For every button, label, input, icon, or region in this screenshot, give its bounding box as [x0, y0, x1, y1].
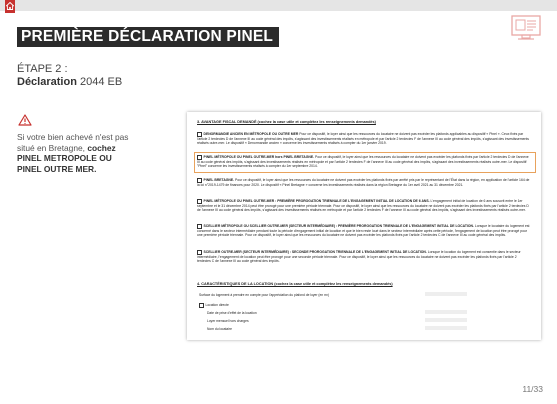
option-title: DENORMANDIE ANCIEN EN MÉTROPOLE OU OUTRE MER [203, 132, 299, 137]
section-3-title: 3. AVANTAGE FISCAL DEMANDÉ (cochez la case utile et complétez les renseignements demandés) [197, 120, 376, 124]
option-title: PINEL MÉTROPOLE OU PINEL OUTRE-MER : PREMIÈRE PROROGATION TRIENNALE DE L'ENGAGEMENT INITIAL DE LOCATION DE 6 ANS. [203, 199, 430, 204]
option-title: PINEL MÉTROPOLE OU PINEL OUTRE-MER hors PINEL BRETAGNE. [203, 155, 315, 160]
option-title: SCELLIER MÉTROPOLE OU SCELLIER OUTRE-MER (SECTEUR INTERMÉDIAIRE) : PREMIÈRE PROROGATION TRIENNALE DE L'ENGAGEMENT INITIAL DE LOCATION. [203, 224, 474, 229]
option-pinel-prorogation [197, 199, 531, 212]
declaration-bold: Déclaration [17, 76, 77, 88]
home-logo[interactable] [5, 0, 15, 13]
option-text: L'engagement initial de location de 6 ans souscrit entre le 1er septembre et le 31 décembre 2014 peut être prorogé pour une première période triennale. Pour ce dispositif, le loyer ainsi que les ressources du locataire ne doivent pas excéder les plafonds fixés par l'article 2 terdecies D de l'annexe III au code général des impôts, s'agissant des investissements réalisés en métropole et par l'article 2 terdecies F de l'annexe III au code général des impôts, s'agissant des investissements réalisés outre-mer. [197, 199, 529, 212]
option-text: Pour ce dispositif, le loyer ainsi que les ressources du locataire ne doivent pas excéder les plafonds fixés par l'article 2 terdecies D de l'annexe III au code général des impôts, s'agissant des investissements réalisés en métropole et par l'article 2 terdecies F de l'annexe III au code général des impôts, s'agissant des investissements réalisés outre-mer. Le dispositif "Pinel" concerne les investissements réalisés à compter du 1er septembre 2014. [197, 155, 529, 168]
field-locataire-label: Nom du locataire [207, 327, 232, 331]
info-text-bold: cochez PINEL METROPOLE OU PINEL OUTRE MER. [17, 142, 116, 174]
option-text: Lorsque le location du logement est consentie dans le secteur intermédiaire, l'engagement de location peut être prorogé pour une seconde période triennale. Pour ce dispositif, le loyer ainsi que les ressources du locataire ne doivent pas excéder les plafonds fixés par l'article 2 terdecies C de l'annexe III au code général des impôts. [197, 250, 521, 263]
field-location-directe [199, 303, 229, 308]
option-text: Pour ce dispositif, le loyer ainsi que les ressources du locataire ne doivent pas excéder les plafonds applicables au dispositif « Pinel ». Ceux fixés par l'article 2 terdecies D de l'annexe III au code général des impôts, s'agissant des investissements réalisés en métropole et par l'article 2 terdecies F de l'annexe III au code général des impôts, s'agissant des investissements réalisés outre-mer. Le dispositif « Denormandie ancien » concerne les investissements réalisés à compter du 1er janvier 2019. [197, 132, 530, 145]
page-number: 11/33 [522, 384, 543, 394]
field-surface-label: Surface du logement à prendre en compte pour l'appréciation du plafond de loyer (en m²) [199, 293, 330, 297]
field-locataire-input[interactable] [425, 326, 467, 330]
option-text: Pour ce dispositif, le loyer ainsi que les ressources du locataire ne doivent pas excéder les plafonds fixés par arrêté pris par le représentant de l'État dans la région, en application de l'article 164 de la loi n°2019-1479 de finances pour 2020. Le dispositif « Pinel Bretagne » concerne les investissements réalisés dans la région Bretagne du 1er avril 2021 au 31 décembre 2021. [197, 178, 530, 187]
field-surface-input[interactable] [425, 292, 467, 296]
step-label: ÉTAPE 2 : [17, 63, 68, 75]
location-checkbox[interactable] [199, 303, 204, 308]
declaration-line [17, 76, 122, 88]
option-pinel-metropole [197, 155, 531, 168]
option-denormandie [197, 132, 531, 145]
warning-icon [18, 114, 32, 126]
option-text: Lorsque le locataire du logement est concerné dans le secteur intermédiaire pendant toute la période d'engagement initial de location et que le bien reste loué dans le secteur intermédiaire après cette période, l'engagement de location peut être prorogé pour une première période triennale. Pour ce dispositif, le loyer ainsi que les ressources du locataire ne doivent pas excéder les plafonds fixés par l'article 2 terdecies C de l'annexe III au code général des impôts. [197, 224, 530, 237]
option-title: PINEL BRETAGNE. [203, 178, 235, 183]
field-loyer-label: Loyer mensuel hors charges [207, 319, 249, 323]
declaration-form: 2044 EB [79, 76, 123, 88]
option-scellier-seconde [197, 250, 531, 263]
section-4-title: 4. CARACTÉRISTIQUES DE LA LOCATION (cochez la case utile et complétez les renseignements demandés) [197, 282, 393, 286]
field-label: Location directe [205, 303, 229, 308]
top-bar [0, 0, 557, 11]
monitor-document-icon [509, 14, 543, 42]
field-date-label: Date de prise d'effet de la location [207, 311, 257, 315]
option-scellier-premiere [197, 224, 531, 237]
field-date-input[interactable] [425, 310, 467, 314]
home-icon [6, 2, 14, 10]
field-loyer-input[interactable] [425, 318, 467, 322]
option-title: SCELLIER OUTRE-MER (SECTEUR INTERMÉDIAIRE) : SECONDE PROROGATION TRIENNALE DE L'ENGAGEMENT INITIAL DE LOCATION. [203, 250, 427, 255]
page-title: PREMIÈRE DÉCLARATION PINEL [17, 27, 279, 47]
option-pinel-bretagne [197, 178, 531, 187]
info-note [17, 132, 137, 174]
info-text: Si votre bien achevé n'est pas situé en Bretagne, [17, 132, 129, 153]
form-2044-eb-excerpt [187, 112, 541, 340]
